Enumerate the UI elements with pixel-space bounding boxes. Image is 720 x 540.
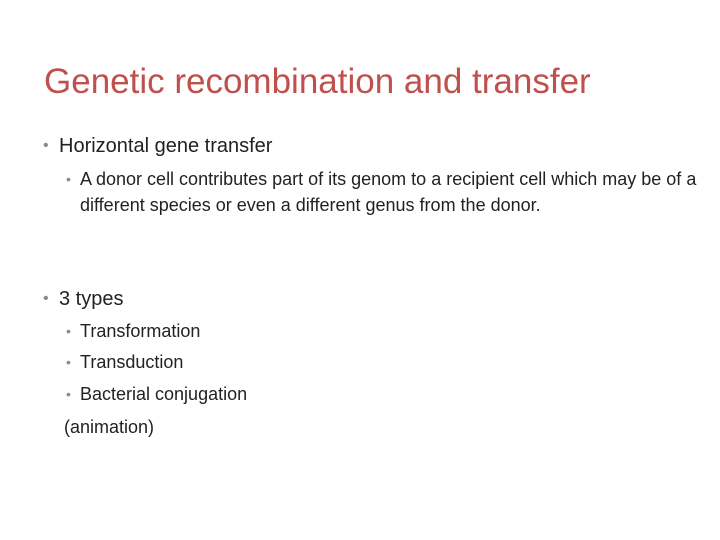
bullet-dot-icon: • — [43, 137, 49, 154]
bullet-dot-icon: • — [43, 290, 49, 307]
bullet-dot-icon: • — [66, 323, 71, 339]
sub-bullet-donor-cell — [66, 166, 700, 218]
bullet-text: Horizontal gene transfer — [59, 135, 273, 157]
bullet-dot-icon: • — [66, 386, 71, 402]
bullet-3-types — [43, 286, 124, 312]
sub-bullet-transduction — [66, 349, 184, 375]
bullet-dot-icon: • — [66, 171, 71, 187]
sub-bullet-transformation — [66, 318, 201, 344]
sub-bullet-bacterial-conjugation — [66, 381, 248, 407]
bullet-dot-icon: • — [66, 354, 71, 370]
bullet-text: Transduction — [80, 352, 184, 372]
animation-note: (animation) — [64, 417, 155, 437]
bullet-text: Transformation — [80, 321, 201, 341]
bullet-text: A donor cell contributes part of its genom to a recipient cell which may be of a different species or even a different genus from the donor. — [80, 169, 697, 215]
bullet-text: 3 types — [59, 288, 124, 310]
bullet-horizontal-gene-transfer — [43, 133, 273, 159]
bullet-text: Bacterial conjugation — [80, 384, 248, 404]
slide-title: Genetic recombination and transfer — [44, 62, 591, 101]
